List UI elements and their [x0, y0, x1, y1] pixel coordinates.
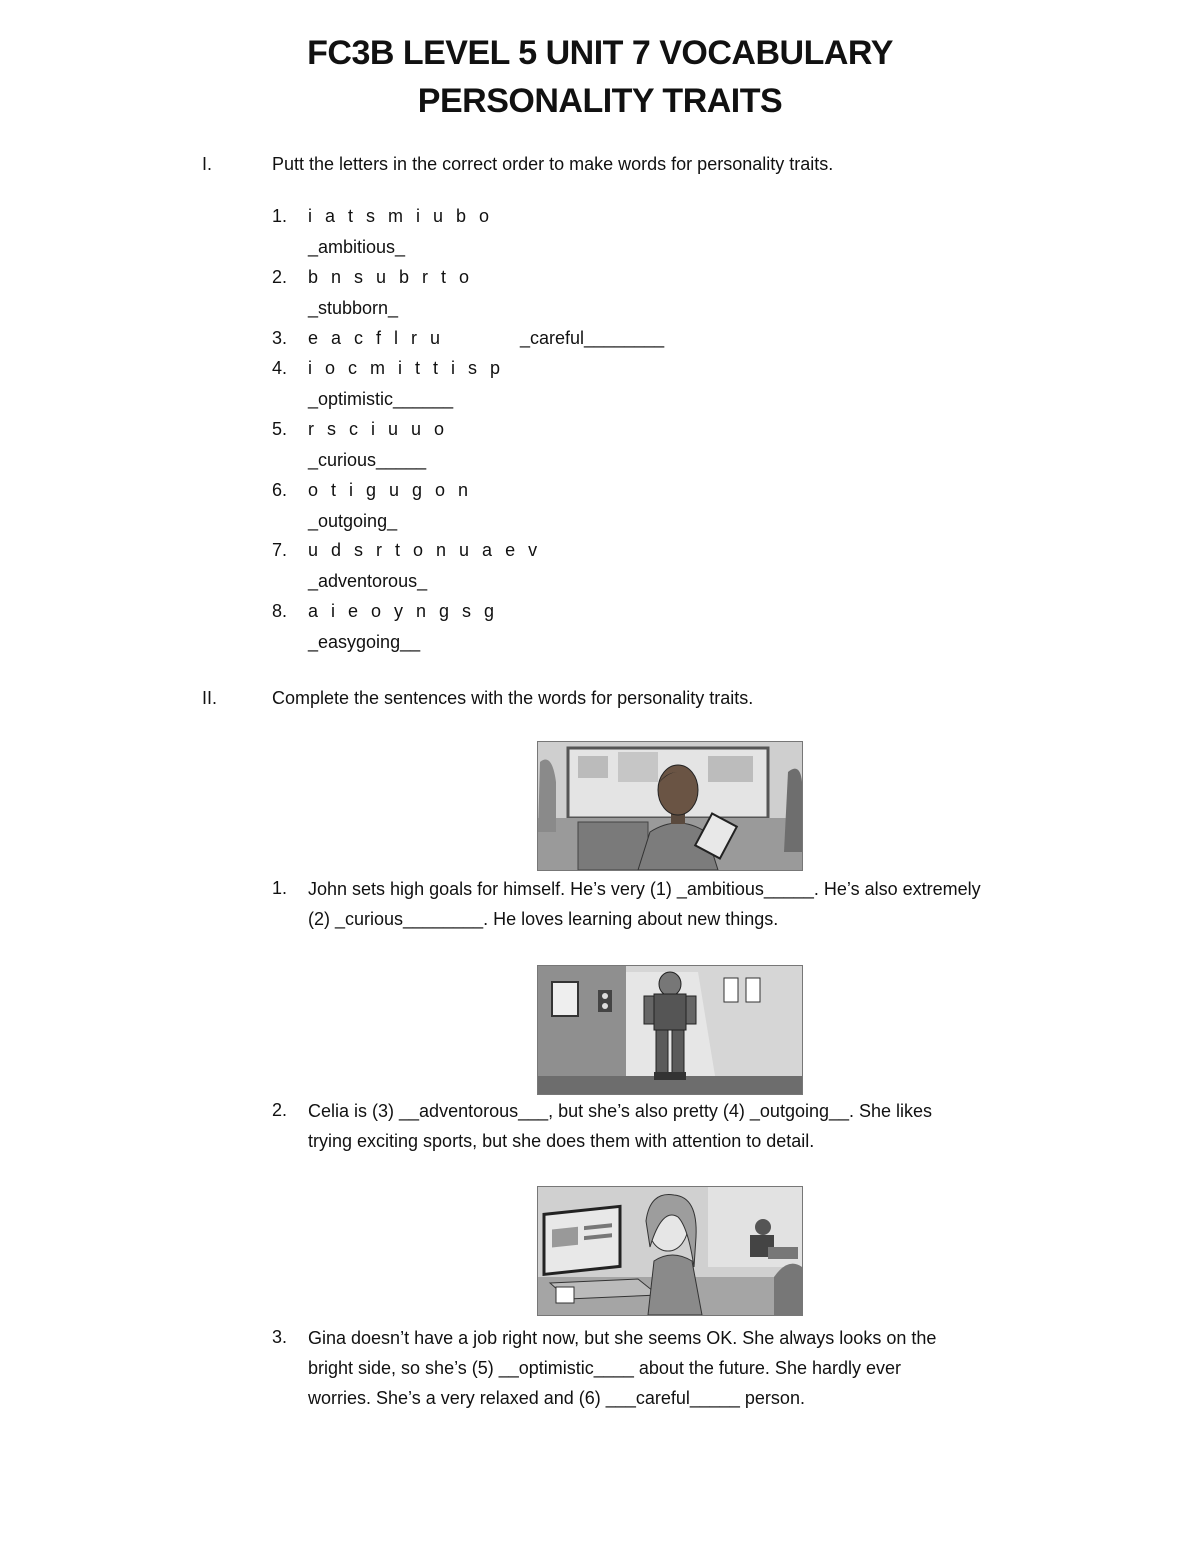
sentence-number: 3.: [272, 1327, 288, 1347]
item-number: 7.: [272, 540, 288, 560]
scrambled-letters: i a t s m i u b o: [308, 206, 494, 226]
sentence-2: [308, 1096, 1048, 1156]
section-1-instruction: Putt the letters in the correct order to make words for personality traits.: [272, 154, 834, 174]
answer: _adventorous_: [308, 571, 428, 591]
item-number: 2.: [272, 267, 288, 287]
sentence-3: [308, 1323, 1048, 1413]
item-number: 3.: [272, 328, 288, 348]
page-title: FC3B LEVEL 5 UNIT 7 VOCABULARY: [307, 34, 893, 72]
sentence-line: Celia is (3) __adventorous___, but she’s also pretty (4) _outgoing__. She likes: [308, 1101, 933, 1121]
sentence-line: (2) _curious________. He loves learning about new things.: [308, 909, 779, 929]
illustration-woman-at-laptop: [537, 1186, 803, 1316]
section-1-numeral: I.: [202, 154, 213, 174]
scrambled-letters: b n s u b r t o: [308, 267, 474, 287]
sentence-line: Gina doesn’t have a job right now, but she seems OK. She always looks on the: [308, 1328, 937, 1348]
illustration-man-with-tablet: [537, 741, 803, 871]
answer: _stubborn_: [308, 298, 399, 318]
item-number: 8.: [272, 601, 288, 621]
sentence-1: [308, 874, 1048, 934]
sentence-line: worries. She’s a very relaxed and (6) ___careful_____ person.: [308, 1388, 805, 1408]
page-subtitle: PERSONALITY TRAITS: [417, 82, 783, 120]
sentence-number: 1.: [272, 878, 288, 898]
answer: _careful________: [520, 328, 665, 348]
item-number: 1.: [272, 206, 288, 226]
sentence-line: John sets high goals for himself. He’s very (1) _ambitious_____. He’s also extremely: [308, 879, 981, 899]
scrambled-letters: o t i g u g o n: [308, 480, 473, 500]
sentence-line: trying exciting sports, but she does them with attention to detail.: [308, 1131, 815, 1151]
answer: _curious_____: [308, 450, 427, 470]
item-number: 6.: [272, 480, 288, 500]
scrambled-letters: u d s r t o n u a e v: [308, 540, 542, 560]
scrambled-letters: a i e o y n g s g: [308, 601, 499, 621]
section-2-instruction: Complete the sentences with the words for personality traits.: [272, 688, 754, 708]
illustration-woman-in-gear: [537, 965, 803, 1095]
answer: _outgoing_: [308, 511, 398, 531]
answer: _ambitious_: [308, 237, 406, 257]
sentence-number: 2.: [272, 1100, 288, 1120]
answer: _optimistic______: [308, 389, 454, 409]
sentence-line: bright side, so she’s (5) __optimistic____ about the future. She hardly ever: [308, 1358, 902, 1378]
scrambled-letters: i o c m i t t i s p: [308, 358, 505, 378]
section-2-numeral: II.: [202, 688, 218, 708]
answer: _easygoing__: [308, 632, 421, 652]
item-number: 5.: [272, 419, 288, 439]
scrambled-letters: e a c f l r u: [308, 328, 445, 348]
scrambled-letters: r s c i u u o: [308, 419, 449, 439]
item-number: 4.: [272, 358, 288, 378]
